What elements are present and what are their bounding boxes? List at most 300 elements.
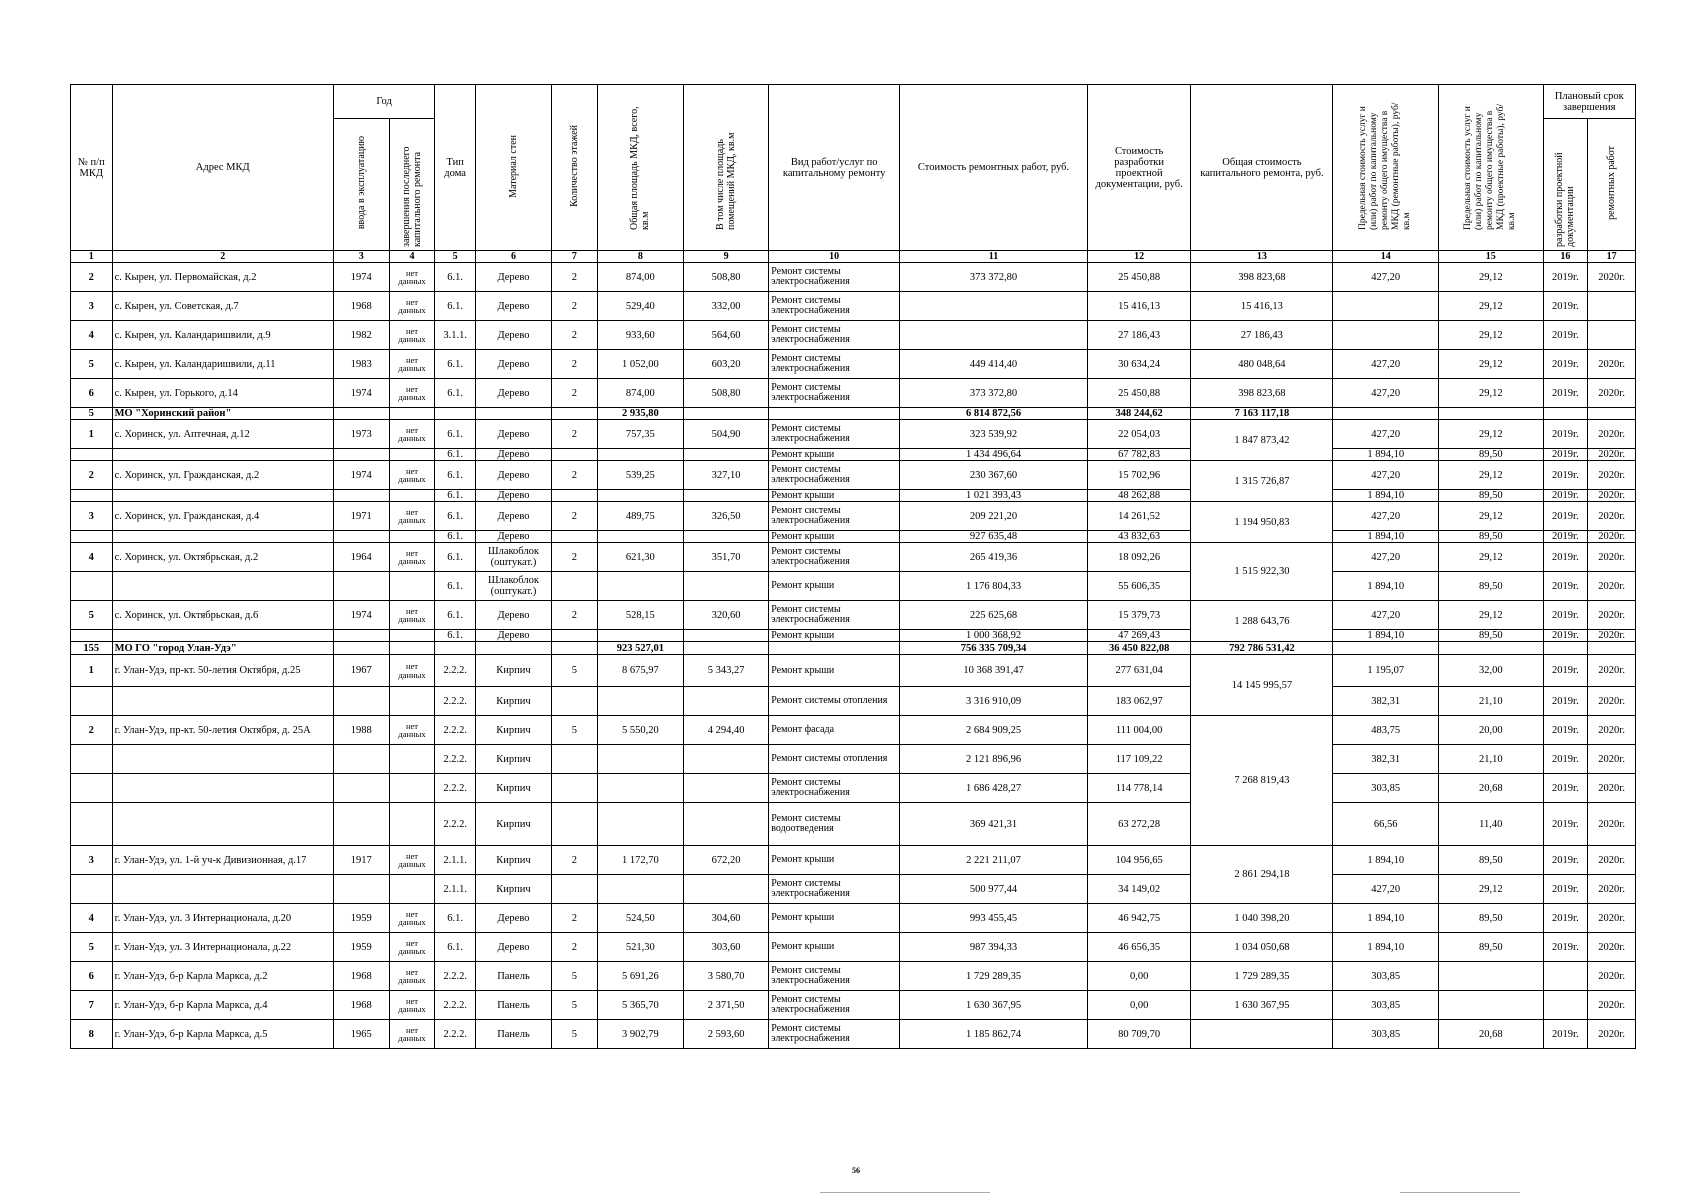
empty-cell (112, 630, 333, 642)
empty-cell (769, 408, 900, 420)
building-row (71, 350, 1636, 379)
limit-design-cell: 89,50 (1439, 490, 1544, 502)
year-repair-cell: нет данных (389, 991, 435, 1020)
repair-cost-cell: 1 686 428,27 (900, 774, 1088, 803)
empty-cell (1439, 642, 1544, 655)
empty-cell (552, 803, 598, 846)
material-cell: Шлакоблок (оштукат.) (475, 543, 551, 572)
material-cell: Дерево (475, 379, 551, 408)
empty-cell (71, 875, 113, 904)
address-cell: с. Хоринск, ул. Аптечная, д.12 (112, 420, 333, 449)
area-cell: 1 052,00 (597, 350, 683, 379)
residential-area-cell: 326,50 (683, 502, 768, 531)
floors-cell: 2 (552, 379, 598, 408)
limit-design-cell: 89,50 (1439, 630, 1544, 642)
residential-area-cell: 351,70 (683, 543, 768, 572)
floors-cell: 2 (552, 350, 598, 379)
empty-cell (71, 774, 113, 803)
house-type-cell: 6.1. (435, 531, 476, 543)
material-cell: Кирпич (475, 803, 551, 846)
empty-cell (552, 774, 598, 803)
area-cell: 621,30 (597, 543, 683, 572)
work-type-cell: Ремонт крыши (769, 531, 900, 543)
repair-cost-cell: 987 394,33 (900, 933, 1088, 962)
header-limit-repair: Предельная стоимость услуг и (или) работ по капитальному ремонту общего имущества в МКД (ремонтные работы), руб/кв.м (1333, 85, 1439, 251)
work-subrow (71, 687, 1636, 716)
house-type-cell: 6.1. (435, 350, 476, 379)
work-type-cell: Ремонт системы отопления (769, 745, 900, 774)
material-cell: Дерево (475, 461, 551, 490)
residential-area-cell: 2 593,60 (683, 1020, 768, 1049)
term-repair-cell: 2020г. (1588, 350, 1636, 379)
empty-cell (683, 490, 768, 502)
year-built-cell: 1959 (333, 904, 389, 933)
empty-cell (112, 774, 333, 803)
term-design-cell (1543, 991, 1588, 1020)
material-cell: Дерево (475, 502, 551, 531)
material-cell: Дерево (475, 292, 551, 321)
repair-cost-cell: 3 316 910,09 (900, 687, 1088, 716)
work-type-cell: Ремонт системы электроснабжения (769, 263, 900, 292)
address-cell: с. Кырен, ул. Горького, д.14 (112, 379, 333, 408)
work-subrow (71, 803, 1636, 846)
column-number: 4 (389, 251, 435, 263)
limit-repair-cell (1333, 321, 1439, 350)
material-cell: Кирпич (475, 716, 551, 745)
building-row (71, 321, 1636, 350)
empty-cell (597, 745, 683, 774)
limit-repair-cell: 1 894,10 (1333, 531, 1439, 543)
term-design-cell: 2019г. (1543, 601, 1588, 630)
empty-cell (333, 449, 389, 461)
limit-design-cell (1439, 962, 1544, 991)
floors-cell: 5 (552, 716, 598, 745)
empty-cell (112, 490, 333, 502)
limit-repair-cell: 303,85 (1333, 1020, 1439, 1049)
design-cost-cell: 114 778,14 (1087, 774, 1191, 803)
year-repair-cell: нет данных (389, 933, 435, 962)
header-total-area: Общая площадь МКД, всего, кв.м (597, 85, 683, 251)
work-type-cell: Ремонт системы электроснабжения (769, 321, 900, 350)
year-built-cell: 1965 (333, 1020, 389, 1049)
empty-cell (389, 449, 435, 461)
house-type-cell: 2.1.1. (435, 846, 476, 875)
repair-cost-cell: 373 372,80 (900, 379, 1088, 408)
empty-cell (71, 572, 113, 601)
empty-cell (71, 531, 113, 543)
year-built-cell: 1974 (333, 461, 389, 490)
limit-repair-cell: 427,20 (1333, 461, 1439, 490)
design-cost-cell: 0,00 (1087, 991, 1191, 1020)
residential-area-cell: 4 294,40 (683, 716, 768, 745)
limit-design-cell: 89,50 (1439, 933, 1544, 962)
material-cell: Дерево (475, 420, 551, 449)
empty-cell (112, 745, 333, 774)
empty-cell (71, 449, 113, 461)
year-built-cell: 1917 (333, 846, 389, 875)
header-year-built: ввода в эксплуатацию (333, 119, 389, 251)
empty-cell (333, 803, 389, 846)
empty-cell (71, 490, 113, 502)
row-number: 5 (71, 408, 113, 420)
header-limit-design: Предельная стоимость услуг и (или) работ по капитальному ремонту общего имущества в МКД (проектные работы), руб/кв.м (1439, 85, 1544, 251)
year-built-cell: 1974 (333, 263, 389, 292)
limit-repair-cell: 483,75 (1333, 716, 1439, 745)
empty-cell (71, 687, 113, 716)
empty-cell (389, 572, 435, 601)
house-type-cell: 2.2.2. (435, 655, 476, 687)
year-repair-cell: нет данных (389, 716, 435, 745)
design-cost-cell: 67 782,83 (1087, 449, 1191, 461)
total-cost-cell: 1 288 643,76 (1191, 601, 1333, 642)
repair-cost-cell: 2 684 909,25 (900, 716, 1088, 745)
year-built-cell: 1968 (333, 991, 389, 1020)
floors-cell: 5 (552, 1020, 598, 1049)
column-number: 13 (1191, 251, 1333, 263)
empty-cell (683, 875, 768, 904)
repair-cost-cell: 1 176 804,33 (900, 572, 1088, 601)
empty-cell (475, 408, 551, 420)
building-row (71, 933, 1636, 962)
floors-cell: 2 (552, 933, 598, 962)
municipality-name: МО "Хоринский район" (112, 408, 333, 420)
building-row (71, 420, 1636, 449)
row-number: 7 (71, 991, 113, 1020)
repair-cost-cell: 6 814 872,56 (900, 408, 1088, 420)
column-number: 14 (1333, 251, 1439, 263)
row-number: 1 (71, 655, 113, 687)
design-cost-cell: 46 942,75 (1087, 904, 1191, 933)
column-number: 15 (1439, 251, 1544, 263)
empty-cell (1543, 642, 1588, 655)
repair-cost-cell: 230 367,60 (900, 461, 1088, 490)
floors-cell: 2 (552, 292, 598, 321)
limit-design-cell: 32,00 (1439, 655, 1544, 687)
limit-design-cell: 29,12 (1439, 601, 1544, 630)
total-cost-cell: 1 847 873,42 (1191, 420, 1333, 461)
total-cost-cell: 792 786 531,42 (1191, 642, 1333, 655)
column-number: 3 (333, 251, 389, 263)
repair-cost-cell: 500 977,44 (900, 875, 1088, 904)
total-cost-cell: 398 823,68 (1191, 379, 1333, 408)
term-design-cell: 2019г. (1543, 803, 1588, 846)
empty-cell (435, 642, 476, 655)
work-type-cell: Ремонт системы электроснабжения (769, 292, 900, 321)
floors-cell: 5 (552, 962, 598, 991)
empty-cell (71, 803, 113, 846)
limit-repair-cell: 382,31 (1333, 745, 1439, 774)
table-body (71, 263, 1636, 1049)
empty-cell (597, 572, 683, 601)
column-number: 11 (900, 251, 1088, 263)
design-cost-cell: 36 450 822,08 (1087, 642, 1191, 655)
material-cell: Дерево (475, 321, 551, 350)
address-cell: г. Улан-Удэ, пр-кт. 50-летия Октября, д. 25А (112, 716, 333, 745)
residential-area-cell: 332,00 (683, 292, 768, 321)
year-built-cell: 1968 (333, 292, 389, 321)
scan-artifact (820, 1192, 990, 1193)
total-cost-cell: 1 194 950,83 (1191, 502, 1333, 543)
term-design-cell: 2019г. (1543, 687, 1588, 716)
design-cost-cell: 80 709,70 (1087, 1020, 1191, 1049)
limit-repair-cell: 66,56 (1333, 803, 1439, 846)
residential-area-cell: 304,60 (683, 904, 768, 933)
material-cell: Дерево (475, 630, 551, 642)
empty-cell (389, 630, 435, 642)
term-repair-cell: 2020г. (1588, 933, 1636, 962)
repair-cost-cell: 2 221 211,07 (900, 846, 1088, 875)
empty-cell (389, 408, 435, 420)
work-subrow (71, 449, 1636, 461)
total-cost-cell: 14 145 995,57 (1191, 655, 1333, 716)
design-cost-cell: 111 004,00 (1087, 716, 1191, 745)
repair-cost-cell: 10 368 391,47 (900, 655, 1088, 687)
work-type-cell: Ремонт крыши (769, 572, 900, 601)
residential-area-cell: 672,20 (683, 846, 768, 875)
house-type-cell: 6.1. (435, 379, 476, 408)
empty-cell (389, 875, 435, 904)
house-type-cell: 3.1.1. (435, 321, 476, 350)
year-built-cell: 1968 (333, 962, 389, 991)
limit-repair-cell: 303,85 (1333, 774, 1439, 803)
empty-cell (71, 745, 113, 774)
repair-cost-cell: 369 421,31 (900, 803, 1088, 846)
area-cell: 529,40 (597, 292, 683, 321)
building-row (71, 716, 1636, 745)
term-design-cell: 2019г. (1543, 420, 1588, 449)
design-cost-cell: 14 261,52 (1087, 502, 1191, 531)
limit-design-cell: 21,10 (1439, 745, 1544, 774)
empty-cell (435, 408, 476, 420)
column-number: 6 (475, 251, 551, 263)
floors-cell: 2 (552, 904, 598, 933)
row-number: 3 (71, 846, 113, 875)
term-repair-cell: 2020г. (1588, 572, 1636, 601)
address-cell: г. Улан-Удэ, ул. 3 Интернационала, д.20 (112, 904, 333, 933)
total-cost-cell: 7 163 117,18 (1191, 408, 1333, 420)
limit-design-cell: 29,12 (1439, 379, 1544, 408)
term-repair-cell: 2020г. (1588, 991, 1636, 1020)
column-number: 16 (1543, 251, 1588, 263)
empty-cell (769, 642, 900, 655)
municipality-total-row (71, 408, 1636, 420)
limit-repair-cell: 382,31 (1333, 687, 1439, 716)
building-row (71, 379, 1636, 408)
work-type-cell: Ремонт крыши (769, 846, 900, 875)
limit-design-cell: 21,10 (1439, 687, 1544, 716)
empty-cell (552, 449, 598, 461)
limit-repair-cell: 427,20 (1333, 875, 1439, 904)
floors-cell: 2 (552, 321, 598, 350)
limit-repair-cell: 427,20 (1333, 502, 1439, 531)
work-type-cell: Ремонт системы электроснабжения (769, 962, 900, 991)
term-repair-cell: 2020г. (1588, 774, 1636, 803)
work-subrow (71, 490, 1636, 502)
repair-cost-cell: 449 414,40 (900, 350, 1088, 379)
term-repair-cell: 2020г. (1588, 875, 1636, 904)
row-number: 2 (71, 263, 113, 292)
empty-cell (597, 875, 683, 904)
material-cell: Кирпич (475, 774, 551, 803)
municipality-total-row (71, 642, 1636, 655)
scan-artifact (1400, 1192, 1520, 1193)
limit-design-cell: 89,50 (1439, 904, 1544, 933)
term-design-cell: 2019г. (1543, 531, 1588, 543)
empty-cell (1588, 642, 1636, 655)
design-cost-cell: 55 606,35 (1087, 572, 1191, 601)
year-repair-cell: нет данных (389, 263, 435, 292)
limit-design-cell: 89,50 (1439, 572, 1544, 601)
total-cost-cell: 398 823,68 (1191, 263, 1333, 292)
residential-area-cell: 508,80 (683, 379, 768, 408)
residential-area-cell: 303,60 (683, 933, 768, 962)
capital-repair-table (70, 84, 1636, 1049)
house-type-cell: 2.2.2. (435, 962, 476, 991)
residential-area-cell: 508,80 (683, 263, 768, 292)
year-repair-cell: нет данных (389, 502, 435, 531)
house-type-cell: 6.1. (435, 601, 476, 630)
repair-cost-cell: 373 372,80 (900, 263, 1088, 292)
material-cell: Панель (475, 991, 551, 1020)
term-design-cell: 2019г. (1543, 846, 1588, 875)
total-cost-cell: 15 416,13 (1191, 292, 1333, 321)
house-type-cell: 2.2.2. (435, 745, 476, 774)
address-cell: г. Улан-Удэ, ул. 1-й уч-к Дивизионная, д.17 (112, 846, 333, 875)
term-design-cell: 2019г. (1543, 502, 1588, 531)
empty-cell (597, 449, 683, 461)
empty-cell (552, 745, 598, 774)
limit-design-cell: 29,12 (1439, 875, 1544, 904)
column-numbers-row (71, 251, 1636, 263)
repair-cost-cell: 265 419,36 (900, 543, 1088, 572)
term-repair-cell: 2020г. (1588, 687, 1636, 716)
year-built-cell: 1982 (333, 321, 389, 350)
empty-cell (552, 408, 598, 420)
term-design-cell: 2019г. (1543, 449, 1588, 461)
term-design-cell: 2019г. (1543, 655, 1588, 687)
material-cell: Дерево (475, 490, 551, 502)
empty-cell (1543, 408, 1588, 420)
work-type-cell: Ремонт системы электроснабжения (769, 774, 900, 803)
year-built-cell: 1988 (333, 716, 389, 745)
limit-design-cell: 29,12 (1439, 543, 1544, 572)
floors-cell: 2 (552, 601, 598, 630)
empty-cell (112, 875, 333, 904)
term-repair-cell: 2020г. (1588, 630, 1636, 642)
limit-repair-cell: 1 894,10 (1333, 449, 1439, 461)
building-row (71, 846, 1636, 875)
residential-area-cell: 504,90 (683, 420, 768, 449)
year-repair-cell: нет данных (389, 292, 435, 321)
design-cost-cell: 63 272,28 (1087, 803, 1191, 846)
term-design-cell: 2019г. (1543, 461, 1588, 490)
row-number: 5 (71, 350, 113, 379)
term-design-cell (1543, 962, 1588, 991)
empty-cell (112, 572, 333, 601)
limit-repair-cell: 1 894,10 (1333, 572, 1439, 601)
column-number: 2 (112, 251, 333, 263)
year-repair-cell: нет данных (389, 962, 435, 991)
work-subrow (71, 531, 1636, 543)
area-cell: 5 365,70 (597, 991, 683, 1020)
limit-design-cell (1439, 991, 1544, 1020)
term-design-cell: 2019г. (1543, 350, 1588, 379)
house-type-cell: 2.2.2. (435, 774, 476, 803)
total-cost-cell: 1 630 367,95 (1191, 991, 1333, 1020)
term-repair-cell: 2020г. (1588, 716, 1636, 745)
house-type-cell: 2.2.2. (435, 1020, 476, 1049)
house-type-cell: 6.1. (435, 543, 476, 572)
limit-design-cell: 20,00 (1439, 716, 1544, 745)
work-type-cell: Ремонт системы электроснабжения (769, 1020, 900, 1049)
column-number: 8 (597, 251, 683, 263)
area-cell: 524,50 (597, 904, 683, 933)
row-number: 3 (71, 292, 113, 321)
material-cell: Дерево (475, 933, 551, 962)
area-cell: 5 550,20 (597, 716, 683, 745)
repair-cost-cell: 1 434 496,64 (900, 449, 1088, 461)
term-repair-cell: 2020г. (1588, 531, 1636, 543)
address-cell: с. Кырен, ул. Первомайская, д.2 (112, 263, 333, 292)
year-repair-cell: нет данных (389, 846, 435, 875)
row-number: 3 (71, 502, 113, 531)
house-type-cell: 2.2.2. (435, 991, 476, 1020)
year-repair-cell: нет данных (389, 1020, 435, 1049)
design-cost-cell: 43 832,63 (1087, 531, 1191, 543)
floors-cell: 5 (552, 655, 598, 687)
address-cell: с. Хоринск, ул. Октябрьская, д.6 (112, 601, 333, 630)
limit-design-cell: 20,68 (1439, 774, 1544, 803)
total-cost-cell: 2 861 294,18 (1191, 846, 1333, 904)
term-repair-cell: 2020г. (1588, 420, 1636, 449)
repair-cost-cell: 1 729 289,35 (900, 962, 1088, 991)
material-cell: Кирпич (475, 875, 551, 904)
limit-repair-cell: 303,85 (1333, 991, 1439, 1020)
term-repair-cell: 2020г. (1588, 601, 1636, 630)
empty-cell (112, 449, 333, 461)
empty-cell (552, 687, 598, 716)
term-repair-cell (1588, 292, 1636, 321)
term-design-cell: 2019г. (1543, 875, 1588, 904)
repair-cost-cell: 323 539,92 (900, 420, 1088, 449)
design-cost-cell: 0,00 (1087, 962, 1191, 991)
address-cell: г. Улан-Удэ, б-р Карла Маркса, д.4 (112, 991, 333, 1020)
term-design-cell: 2019г. (1543, 630, 1588, 642)
empty-cell (475, 642, 551, 655)
limit-design-cell: 29,12 (1439, 263, 1544, 292)
total-cost-cell: 7 268 819,43 (1191, 716, 1333, 846)
address-cell: г. Улан-Удэ, пр-кт. 50-летия Октября, д.25 (112, 655, 333, 687)
year-built-cell: 1971 (333, 502, 389, 531)
row-number: 1 (71, 420, 113, 449)
term-repair-cell (1588, 321, 1636, 350)
work-type-cell: Ремонт крыши (769, 630, 900, 642)
limit-design-cell: 20,68 (1439, 1020, 1544, 1049)
house-type-cell: 6.1. (435, 502, 476, 531)
limit-design-cell: 89,50 (1439, 449, 1544, 461)
design-cost-cell: 47 269,43 (1087, 630, 1191, 642)
column-number: 17 (1588, 251, 1636, 263)
total-cost-cell: 480 048,64 (1191, 350, 1333, 379)
repair-cost-cell: 993 455,45 (900, 904, 1088, 933)
year-built-cell: 1964 (333, 543, 389, 572)
header-year: Год (333, 85, 434, 119)
limit-design-cell: 29,12 (1439, 321, 1544, 350)
row-number: 4 (71, 904, 113, 933)
area-cell: 528,15 (597, 601, 683, 630)
address-cell: с. Хоринск, ул. Октябрьская, д.2 (112, 543, 333, 572)
work-subrow (71, 572, 1636, 601)
